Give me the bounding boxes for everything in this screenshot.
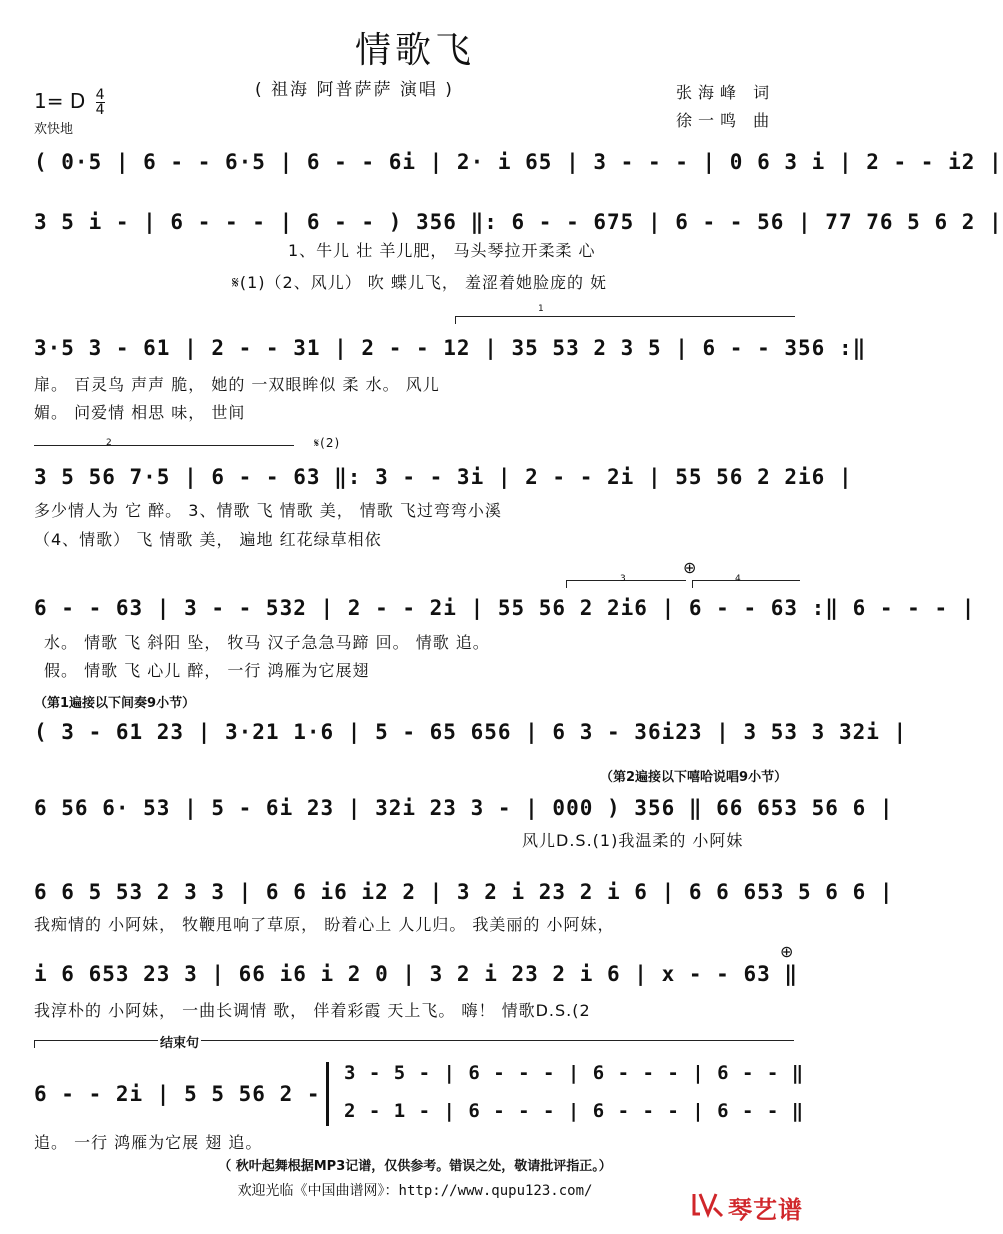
- volta-tick-4: [692, 580, 693, 588]
- volta-number-4: 4: [735, 574, 741, 584]
- lyric-row-2-verse-1: 1、牛儿 壮 羊儿肥， 马头琴拉开柔柔 心: [288, 241, 596, 260]
- score-row-4: 3 5 56 7·5 | 6 - - 63 ‖: 3 - - 3i | 2 - - 2i | 55 56 2 2i6 |: [34, 465, 853, 489]
- lyricist-credit: 张海峰 词: [676, 83, 776, 102]
- composer-credit: 徐一鸣 曲: [676, 111, 776, 130]
- coda-system-brace: [326, 1062, 329, 1126]
- website-text: 欢迎光临《中国曲谱网》：http://www.qupu123.com/: [237, 1183, 593, 1199]
- coda-bracket: [34, 1040, 794, 1041]
- volta-number-2: 2: [106, 438, 112, 448]
- volta-bracket-2: [34, 445, 294, 446]
- lyric-row-3-verse-1: 扉。 百灵鸟 声声 脆， 她的 一双眼眸似 柔 水。 风儿: [34, 375, 440, 394]
- singers-line: ( 祖海 阿普萨萨 演唱 ): [255, 80, 454, 100]
- lyric-row-10: 追。 一行 鸿雁为它展 翅 追。: [34, 1133, 263, 1152]
- tempo-marking: 欢快地: [34, 122, 74, 137]
- volta-tick-1: [455, 316, 456, 324]
- coda-upper-voice: 3 - 5 - | 6 - - - | 6 - - - | 6 - - ‖: [344, 1062, 805, 1084]
- coda-sign-1: ⊕: [683, 558, 697, 577]
- volta-number-3: 3: [620, 574, 626, 584]
- key-signature: [34, 88, 105, 117]
- time-bottom: 4: [95, 102, 105, 118]
- score-row-3: 3·5 3 - 61 | 2 - - 31 | 2 - - 12 | 35 53 2 3 5 | 6 - - 356 :‖: [34, 336, 867, 360]
- lyric-row-5-verse-4: 假。 情歌 飞 心儿 醉， 一行 鸿雁为它展翅: [44, 661, 370, 680]
- key-label: 1= D: [34, 89, 86, 113]
- score-row-1: ( 0·5 | 6 - - 6·5 | 6 - - 6i | 2· i 65 | 3 - - - | 0 6 3 i | 2 - - i2 |: [34, 150, 1003, 174]
- score-row-7: 6 56 6· 53 | 5 - 6i 23 | 32i 23 3 - | 000 ) 356 ‖ 66 653 56 6 |: [34, 796, 894, 820]
- transcriber-note: （ 秋叶起舞根据MP3记谱，仅供参考。错误之处，敬请批评指正。）: [218, 1159, 612, 1174]
- coda-lower-voice: 2 - 1 - | 6 - - - | 6 - - - | 6 - - ‖: [344, 1100, 805, 1122]
- segno-2-sign: 𝄋(2): [314, 436, 341, 450]
- time-signature: [96, 88, 105, 117]
- lyric-row-4-verse-4: （4、情歌） 飞 情歌 美， 遍地 红花绿草相依: [34, 530, 382, 549]
- time-top: 4: [95, 87, 105, 103]
- coda-sign-2: ⊕: [780, 942, 794, 961]
- score-row-10: 6 - - 2i | 5 5 56 2 -: [34, 1082, 321, 1106]
- coda-bracket-tick: [34, 1040, 35, 1048]
- interlude-note: （第1遍接以下间奏9小节）: [34, 696, 196, 711]
- lyric-row-9: 我淳朴的 小阿妹， 一曲长调情 歌， 伴着彩霞 天上飞。 嗨！ 情歌D.S.(2: [34, 1001, 591, 1020]
- volta-tick-3: [566, 580, 567, 588]
- score-row-5: 6 - - 63 | 3 - - 532 | 2 - - 2i | 55 56 2 2i6 | 6 - - 63 :‖ 6 - - - |: [34, 596, 976, 620]
- volta-bracket-3: [566, 580, 686, 581]
- lyric-row-7: 风儿D.S.(1)我温柔的 小阿妹: [522, 831, 744, 850]
- lyric-row-5-verse-3: 水。 情歌 飞 斜阳 坠， 牧马 汉子急急马蹄 回。 情歌 追。: [44, 633, 490, 652]
- score-row-8: 6 6 5 53 2 3 3 | 6 6 i6 i2 2 | 3 2 i 23 2 i 6 | 6 6 653 5 6 6 |: [34, 880, 894, 904]
- volta-bracket-1: [455, 316, 795, 317]
- score-row-6: ( 3 - 61 23 | 3·21 1·6 | 5 - 65 656 | 6 3 - 36i23 | 3 53 3 32i |: [34, 720, 908, 744]
- logo-text: 琴艺谱: [728, 1196, 803, 1224]
- volta-number-1: 1: [538, 304, 544, 314]
- score-row-2: 3 5 i - | 6 - - - | 6 - - ) 356 ‖: 6 - - 675 | 6 - - 56 | 77 76 5 6 2 |: [34, 210, 1003, 234]
- volta-bracket-4: [692, 580, 800, 581]
- lyric-row-2-verse-2: 𝄋(1)（2、风儿） 吹 蝶儿飞， 羞涩着她脸庞的 妩: [232, 273, 608, 292]
- lyric-row-4-verse-3: 多少情人为 它 醉。 3、情歌 飞 情歌 美， 情歌 飞过弯弯小溪: [34, 501, 502, 520]
- rap-note: （第2遍接以下嘻哈说唱9小节）: [600, 770, 788, 785]
- logo-icon: [690, 1188, 726, 1220]
- lyric-row-3-verse-2: 媚。 问爱情 相思 味， 世间: [34, 403, 246, 422]
- coda-label: 结束句: [158, 1032, 201, 1051]
- song-title: 情歌飞: [354, 30, 475, 71]
- score-row-9: i 6 653 23 3 | 66 i6 i 2 0 | 3 2 i 23 2 i 6 | x - - 63 ‖: [34, 962, 799, 986]
- lyric-row-8: 我痴情的 小阿妹， 牧鞭甩响了草原， 盼着心上 人儿归。 我美丽的 小阿妹，: [34, 915, 615, 934]
